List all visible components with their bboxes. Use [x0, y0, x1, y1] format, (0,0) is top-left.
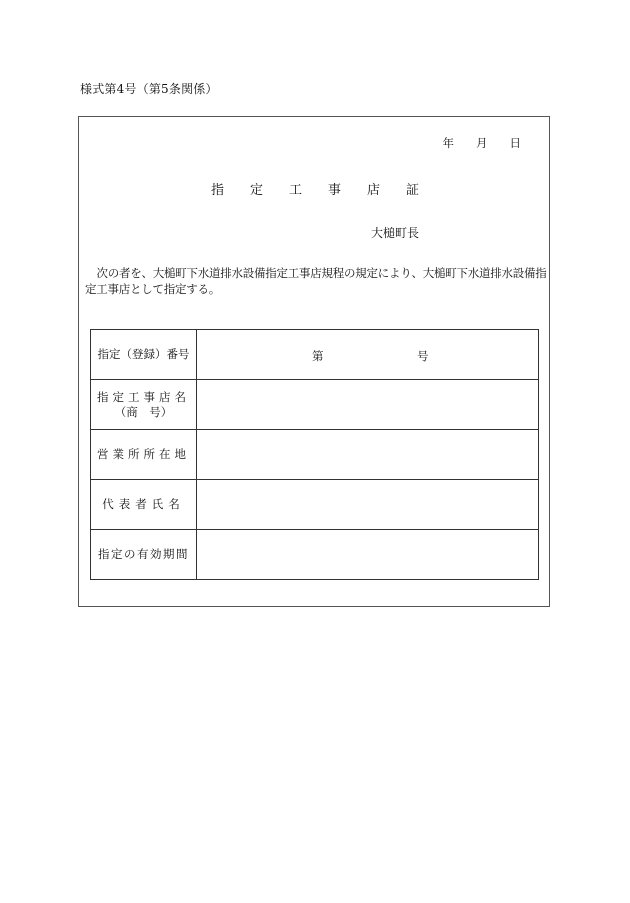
- certificate-table: [90, 329, 539, 580]
- title-char: 事: [328, 183, 342, 198]
- title-char: 指: [210, 183, 224, 198]
- number-prefix: 第: [312, 349, 324, 363]
- label-contractor-name-line1: 指定工事店名: [97, 389, 190, 404]
- date-line: [443, 135, 522, 151]
- label-representative-name: 代表者氏名: [91, 480, 197, 530]
- label-contractor-name: [91, 380, 197, 430]
- table-row: [91, 430, 539, 480]
- date-month-label: 月: [476, 136, 488, 150]
- label-contractor-name-line2: （商 号）: [114, 404, 173, 419]
- title-char: 証: [406, 183, 420, 198]
- registration-number-field: [197, 330, 539, 380]
- certificate-title: [79, 179, 551, 198]
- designation-statement: 次の者を、大槌町下水道排水設備指定工事店規程の規定により、大槌町下水道排水設備指定工事店として指定する。: [85, 266, 547, 296]
- table-row: [91, 330, 539, 380]
- table-row: [91, 380, 539, 430]
- label-office-address: 営業所所在地: [91, 430, 197, 480]
- date-day-label: 日: [509, 136, 521, 150]
- label-validity-period: 指定の有効期間: [91, 530, 197, 580]
- title-char: 店: [367, 183, 381, 198]
- number-suffix: 号: [417, 349, 429, 363]
- form-number: 様式第4号（第5条関係）: [80, 82, 218, 96]
- title-char: 工: [288, 183, 302, 198]
- certificate-frame: [78, 116, 550, 607]
- office-address-field: [197, 430, 539, 480]
- title-char: 定: [249, 183, 263, 198]
- contractor-name-field: [197, 380, 539, 430]
- validity-period-field: [197, 530, 539, 580]
- table-row: [91, 480, 539, 530]
- representative-name-field: [197, 480, 539, 530]
- table-row: [91, 530, 539, 580]
- date-year-label: 年: [442, 136, 454, 150]
- label-registration-number: 指定（登録）番号: [91, 330, 197, 380]
- issuer-name: 大槌町長: [371, 226, 420, 240]
